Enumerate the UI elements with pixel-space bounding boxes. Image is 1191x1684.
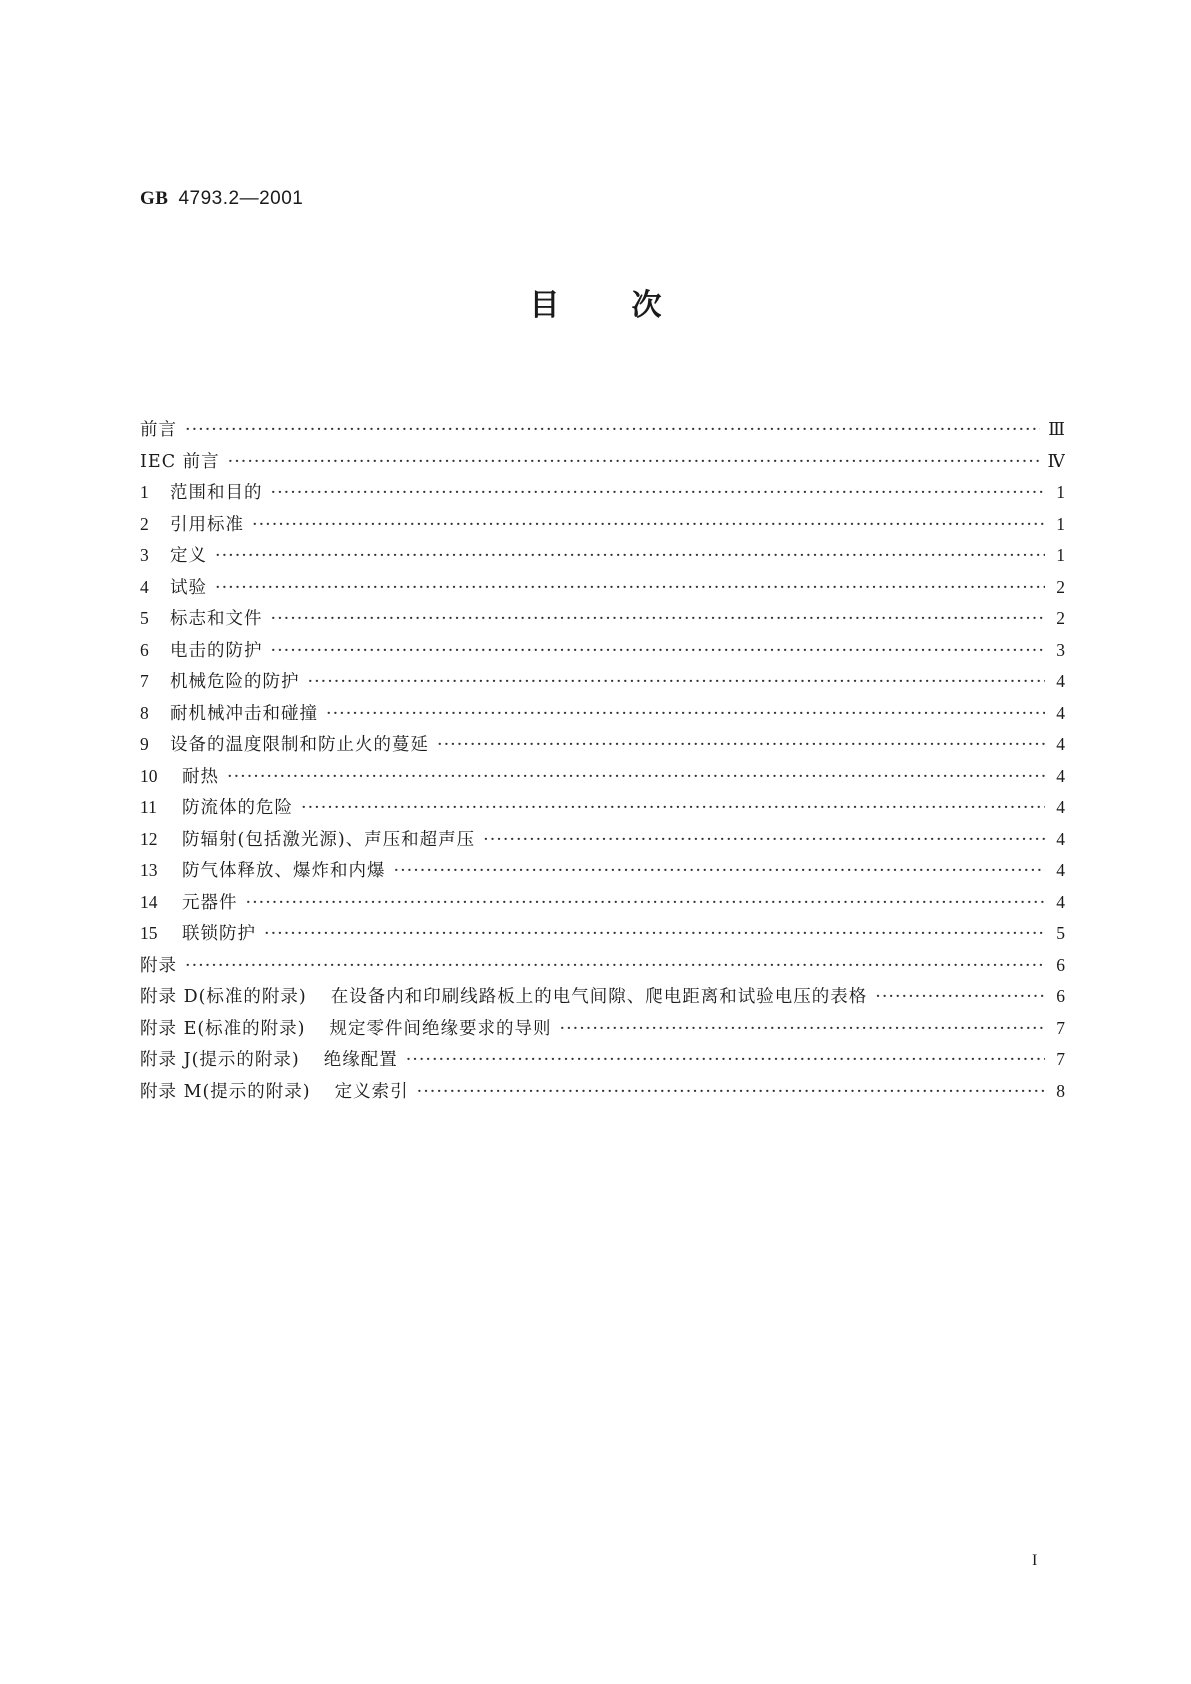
toc-entry-number: 2 xyxy=(140,513,149,534)
toc-entry-label: 范围和目的 xyxy=(170,483,263,503)
toc-entry-page: 4 xyxy=(1056,671,1065,691)
toc-entry[interactable] xyxy=(140,668,1065,700)
toc-entry-label: 标志和文件 xyxy=(170,609,263,629)
toc-entry[interactable] xyxy=(140,826,1065,858)
toc-dot-leader xyxy=(301,798,1045,818)
toc-entry-page: 7 xyxy=(1056,1017,1065,1038)
toc-entry[interactable] xyxy=(140,605,1065,637)
toc-entry-label: 引用标准 xyxy=(170,514,244,535)
toc-entry-subtitle: 定义索引 xyxy=(334,1081,409,1102)
toc-entry[interactable] xyxy=(140,448,1065,480)
toc-entry-label: 联锁防护 xyxy=(182,924,256,944)
toc-entry-page: 2 xyxy=(1056,576,1065,597)
toc-dot-leader xyxy=(271,641,1046,661)
toc-entry-label: 试验 xyxy=(170,577,207,598)
toc-entry-label: 防辐射(包括激光源)、声压和超声压 xyxy=(182,829,476,850)
toc-entry-label: 附录 D(标准的附录) xyxy=(140,987,307,1007)
toc-entry-label: 定义 xyxy=(170,546,207,566)
toc-entry-label: 防气体释放、爆炸和内爆 xyxy=(182,861,386,881)
toc-entry-page: 4 xyxy=(1056,860,1065,880)
toc-entry-number: 13 xyxy=(140,860,158,880)
toc-entry-page: Ⅲ xyxy=(1048,419,1065,439)
toc-dot-leader xyxy=(215,546,1045,566)
toc-dot-leader xyxy=(185,956,1045,976)
standard-number: 4793.2—2001 xyxy=(178,188,304,209)
toc-entry-number: 5 xyxy=(140,608,149,628)
toc-entry[interactable] xyxy=(140,763,1065,795)
toc-entry-label: 防流体的危险 xyxy=(182,798,293,818)
toc-dot-leader xyxy=(308,672,1046,692)
toc-entry-label: 耐机械冲击和碰撞 xyxy=(170,703,318,724)
toc-entry-page: 1 xyxy=(1056,545,1065,565)
toc-dot-leader xyxy=(271,609,1046,629)
toc-entry-label: 耐热 xyxy=(182,766,219,787)
toc-dot-leader xyxy=(406,1050,1045,1070)
toc-dot-leader xyxy=(185,420,1040,440)
toc-dot-leader xyxy=(326,704,1045,724)
toc-dot-leader xyxy=(228,452,1040,472)
toc-dot-leader xyxy=(394,861,1046,881)
toc-entry-label: IEC 前言 xyxy=(140,451,220,472)
toc-dot-leader xyxy=(215,578,1045,598)
page-title: 目次 xyxy=(529,288,734,323)
toc-entry[interactable] xyxy=(140,857,1065,889)
toc-entry-number: 8 xyxy=(140,702,149,723)
toc-entry-number: 1 xyxy=(140,482,149,502)
toc-entry-page: 6 xyxy=(1056,986,1065,1006)
toc-entry-number: 7 xyxy=(140,671,149,691)
toc-entry-number: 9 xyxy=(140,734,149,754)
toc-dot-leader xyxy=(227,767,1045,787)
toc-dot-leader xyxy=(417,1082,1045,1102)
toc-entry-page: 6 xyxy=(1056,954,1065,975)
toc-entry-label: 电击的防护 xyxy=(170,640,263,661)
toc-entry-number: 3 xyxy=(140,545,149,565)
standard-prefix: GB xyxy=(140,188,169,209)
toc-entry-number: 11 xyxy=(140,797,157,817)
toc-entry-number: 12 xyxy=(140,828,158,849)
toc-entry[interactable] xyxy=(140,637,1065,669)
toc-entry-label: 设备的温度限制和防止火的蔓延 xyxy=(170,735,429,755)
toc-entry-page: 2 xyxy=(1056,608,1065,628)
toc-entry[interactable] xyxy=(140,511,1065,543)
page-folio: I xyxy=(1032,1552,1038,1569)
toc-dot-leader xyxy=(252,515,1045,535)
toc-entry-label: 附录 J(提示的附录) xyxy=(140,1050,300,1070)
standard-code xyxy=(140,188,303,210)
toc-dot-leader xyxy=(437,735,1045,755)
toc-entry-page: 3 xyxy=(1056,639,1065,660)
toc-entry[interactable] xyxy=(140,479,1065,511)
toc-entry-page: 1 xyxy=(1056,482,1065,502)
toc-entry-page: 4 xyxy=(1056,702,1065,723)
toc-entry-page: 4 xyxy=(1056,797,1065,817)
toc-entry[interactable] xyxy=(140,1046,1065,1078)
toc-entry-label: 附录 xyxy=(140,955,177,976)
toc-entry-label: 前言 xyxy=(140,420,177,440)
toc-dot-leader xyxy=(271,483,1046,503)
toc-entry-page: 7 xyxy=(1056,1049,1065,1069)
toc-entry-label: 附录 E(标准的附录) xyxy=(140,1018,306,1039)
toc-entry[interactable] xyxy=(140,731,1065,763)
toc-dot-leader xyxy=(246,893,1046,913)
toc-dot-leader xyxy=(264,924,1045,944)
toc-entry[interactable] xyxy=(140,952,1065,984)
toc-entry-page: 4 xyxy=(1056,765,1065,786)
toc-entry-number: 14 xyxy=(140,891,158,912)
toc-entry-number: 15 xyxy=(140,923,158,943)
toc-entry-subtitle: 绝缘配置 xyxy=(323,1050,398,1070)
toc-entry-page: 4 xyxy=(1056,891,1065,912)
toc-entry-page: 8 xyxy=(1056,1080,1065,1101)
toc-dot-leader xyxy=(875,987,1045,1007)
toc-entry[interactable] xyxy=(140,1015,1065,1047)
toc-entry[interactable] xyxy=(140,542,1065,574)
toc-entry-subtitle: 在设备内和印刷线路板上的电气间隙、爬电距离和试验电压的表格 xyxy=(330,987,868,1007)
toc-dot-leader xyxy=(483,830,1045,850)
toc-entry-page: 4 xyxy=(1056,734,1065,754)
toc-entry-page: 5 xyxy=(1056,923,1065,943)
toc-entry[interactable] xyxy=(140,983,1065,1015)
toc-entry[interactable] xyxy=(140,1078,1065,1110)
toc-entry-subtitle: 规定零件间绝缘要求的导则 xyxy=(329,1018,552,1039)
toc-entry-number: 10 xyxy=(140,765,158,786)
toc-entry-label: 元器件 xyxy=(182,892,238,913)
toc-entry-page: 4 xyxy=(1056,828,1065,849)
toc-entry-label: 附录 M(提示的附录) xyxy=(140,1081,311,1102)
toc-entry-label: 机械危险的防护 xyxy=(170,672,300,692)
toc-entry[interactable] xyxy=(140,574,1065,606)
toc-entry[interactable] xyxy=(140,794,1065,826)
toc-dot-leader xyxy=(560,1019,1046,1039)
toc-entry[interactable] xyxy=(140,700,1065,732)
toc-entry-page: 1 xyxy=(1056,513,1065,534)
toc-entry[interactable] xyxy=(140,416,1065,448)
toc-entry[interactable] xyxy=(140,920,1065,952)
toc-entry-number: 6 xyxy=(140,639,149,660)
toc-entry-number: 4 xyxy=(140,576,149,597)
toc-entry-page: Ⅳ xyxy=(1047,450,1065,471)
table-of-contents xyxy=(140,416,1065,1109)
toc-entry[interactable] xyxy=(140,889,1065,921)
